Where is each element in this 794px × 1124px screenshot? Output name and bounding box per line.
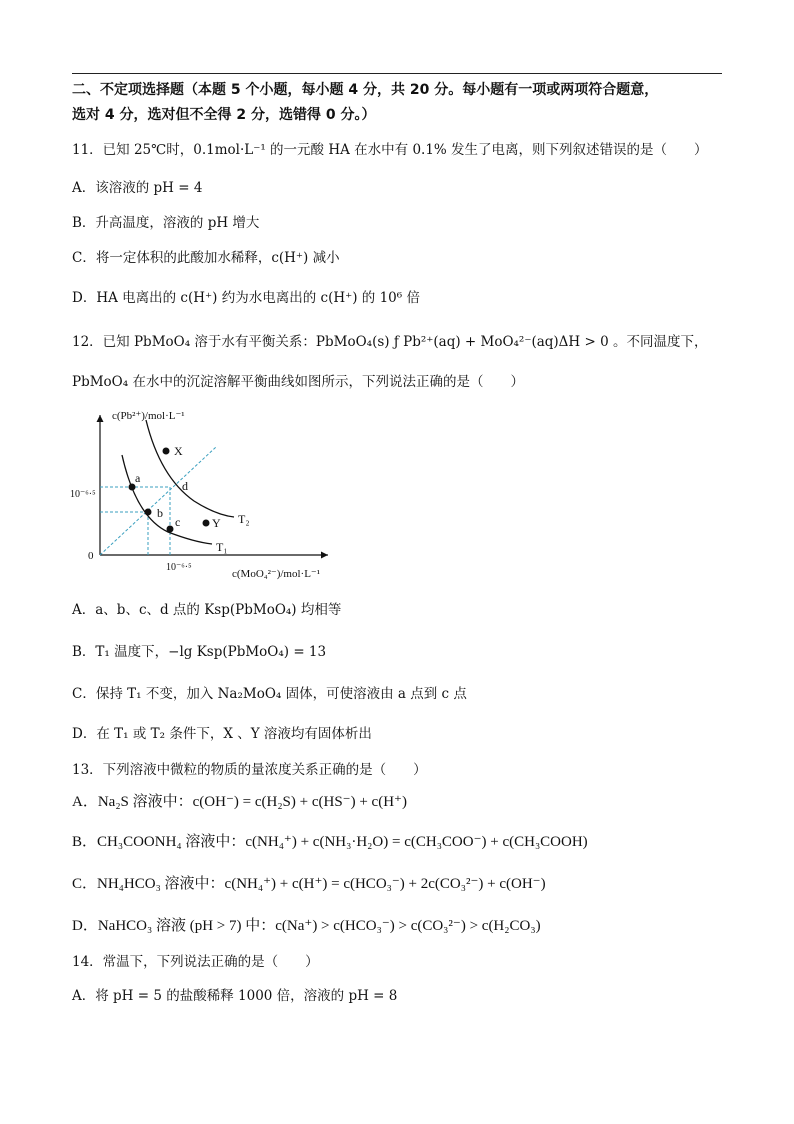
origin-label: 0 [88, 550, 94, 562]
point-c [167, 526, 174, 533]
q12-option-d: D．在 T₁ 或 T₂ 条件下，X 、Y 溶液均有固体析出 [72, 726, 372, 742]
point-b [145, 509, 152, 516]
q12-stem-line2: PbMoO₄ 在水中的沉淀溶解平衡曲线如图所示，下列说法正确的是（ ） [72, 374, 524, 390]
q13-stem: 13．下列溶液中微粒的物质的量浓度关系正确的是（ ） [72, 762, 427, 778]
q12-option-c: C．保持 T₁ 不变，加入 Na₂MoO₄ 固体，可使溶液由 a 点到 c 点 [72, 686, 467, 702]
q11-stem: 11．已知 25℃时，0.1mol·L⁻¹ 的一元酸 HA 在水中有 0.1% 发生了电离，则下列叙述错误的是（ ） [72, 142, 708, 158]
q12-option-a: A．a、b、c、d 点的 Ksp(PbMoO₄) 均相等 [72, 602, 342, 618]
point-d-label: d [182, 479, 188, 493]
point-y-label: Y [212, 516, 221, 530]
q14-stem: 14．常温下，下列说法正确的是（ ） [72, 954, 319, 970]
point-x [163, 448, 170, 455]
diagonal-line [100, 447, 216, 555]
q11-option-a: A．该溶液的 pH = 4 [72, 180, 203, 196]
curve-t2-label: T₂ [238, 512, 250, 526]
q14-option-a: A．将 pH = 5 的盐酸稀释 1000 倍，溶液的 pH = 8 [72, 988, 398, 1004]
q13-option-c: C．NH₄HCO₃ 溶液中：c(NH₄⁺) + c(H⁺) = c(HCO₃⁻) + 2c(CO₃²⁻) + c(OH⁻) [72, 876, 546, 892]
q13-option-b: B．CH₃COONH₄ 溶液中：c(NH₄⁺) + c(NH₃·H₂O) = c(CH₃COO⁻) + c(CH₃COOH) [72, 834, 588, 850]
top-rule [72, 73, 722, 74]
point-y [203, 520, 210, 527]
q11-option-d: D．HA 电离出的 c(H⁺) 约为水电离出的 c(H⁺) 的 10⁶ 倍 [72, 290, 420, 306]
q12-option-b: B．T₁ 温度下，−lg Ksp(PbMoO₄) = 13 [72, 644, 327, 660]
y-axis-label: c(Pb²⁺)/mol·L⁻¹ [112, 410, 185, 422]
point-x-label: X [174, 444, 183, 458]
section-header-line1: 二、不定项选择题（本题 5 个小题，每小题 4 分，共 20 分。每小题有一项或两项符合题意， [72, 82, 659, 98]
solubility-equilibrium-graph [70, 405, 344, 585]
q13-option-d: D．NaHCO₃ 溶液 (pH > 7) 中：c(Na⁺) > c(HCO₃⁻) > c(CO₃²⁻) > c(H₂CO₃) [72, 918, 541, 934]
point-c-label: c [175, 515, 181, 529]
q11-option-b: B．升高温度，溶液的 pH 增大 [72, 215, 260, 231]
q12-stem-line1: 12．已知 PbMoO₄ 溶于水有平衡关系：PbMoO₄(s) ƒ Pb²⁺(aq) + MoO₄²⁻(aq)ΔH > 0 。不同温度下， [72, 334, 708, 350]
curve-t2 [146, 420, 234, 517]
point-b-label: b [157, 506, 163, 520]
curve-t1-label: T₁ [216, 540, 228, 554]
x-axis-label: c(MoO₄²⁻)/mol·L⁻¹ [232, 568, 321, 580]
point-a-label: a [135, 471, 141, 485]
section-header-line2: 选对 4 分，选对但不全得 2 分，选错得 0 分。） [72, 107, 376, 123]
y-tick-label: 10⁻⁶·⁵ [70, 489, 96, 500]
q11-option-c: C．将一定体积的此酸加水稀释，c(H⁺) 减小 [72, 250, 340, 266]
x-tick-label: 10⁻⁶·⁵ [166, 562, 192, 573]
q13-option-a: A．Na₂S 溶液中：c(OH⁻) = c(H₂S) + c(HS⁻) + c(H⁺) [72, 794, 407, 810]
